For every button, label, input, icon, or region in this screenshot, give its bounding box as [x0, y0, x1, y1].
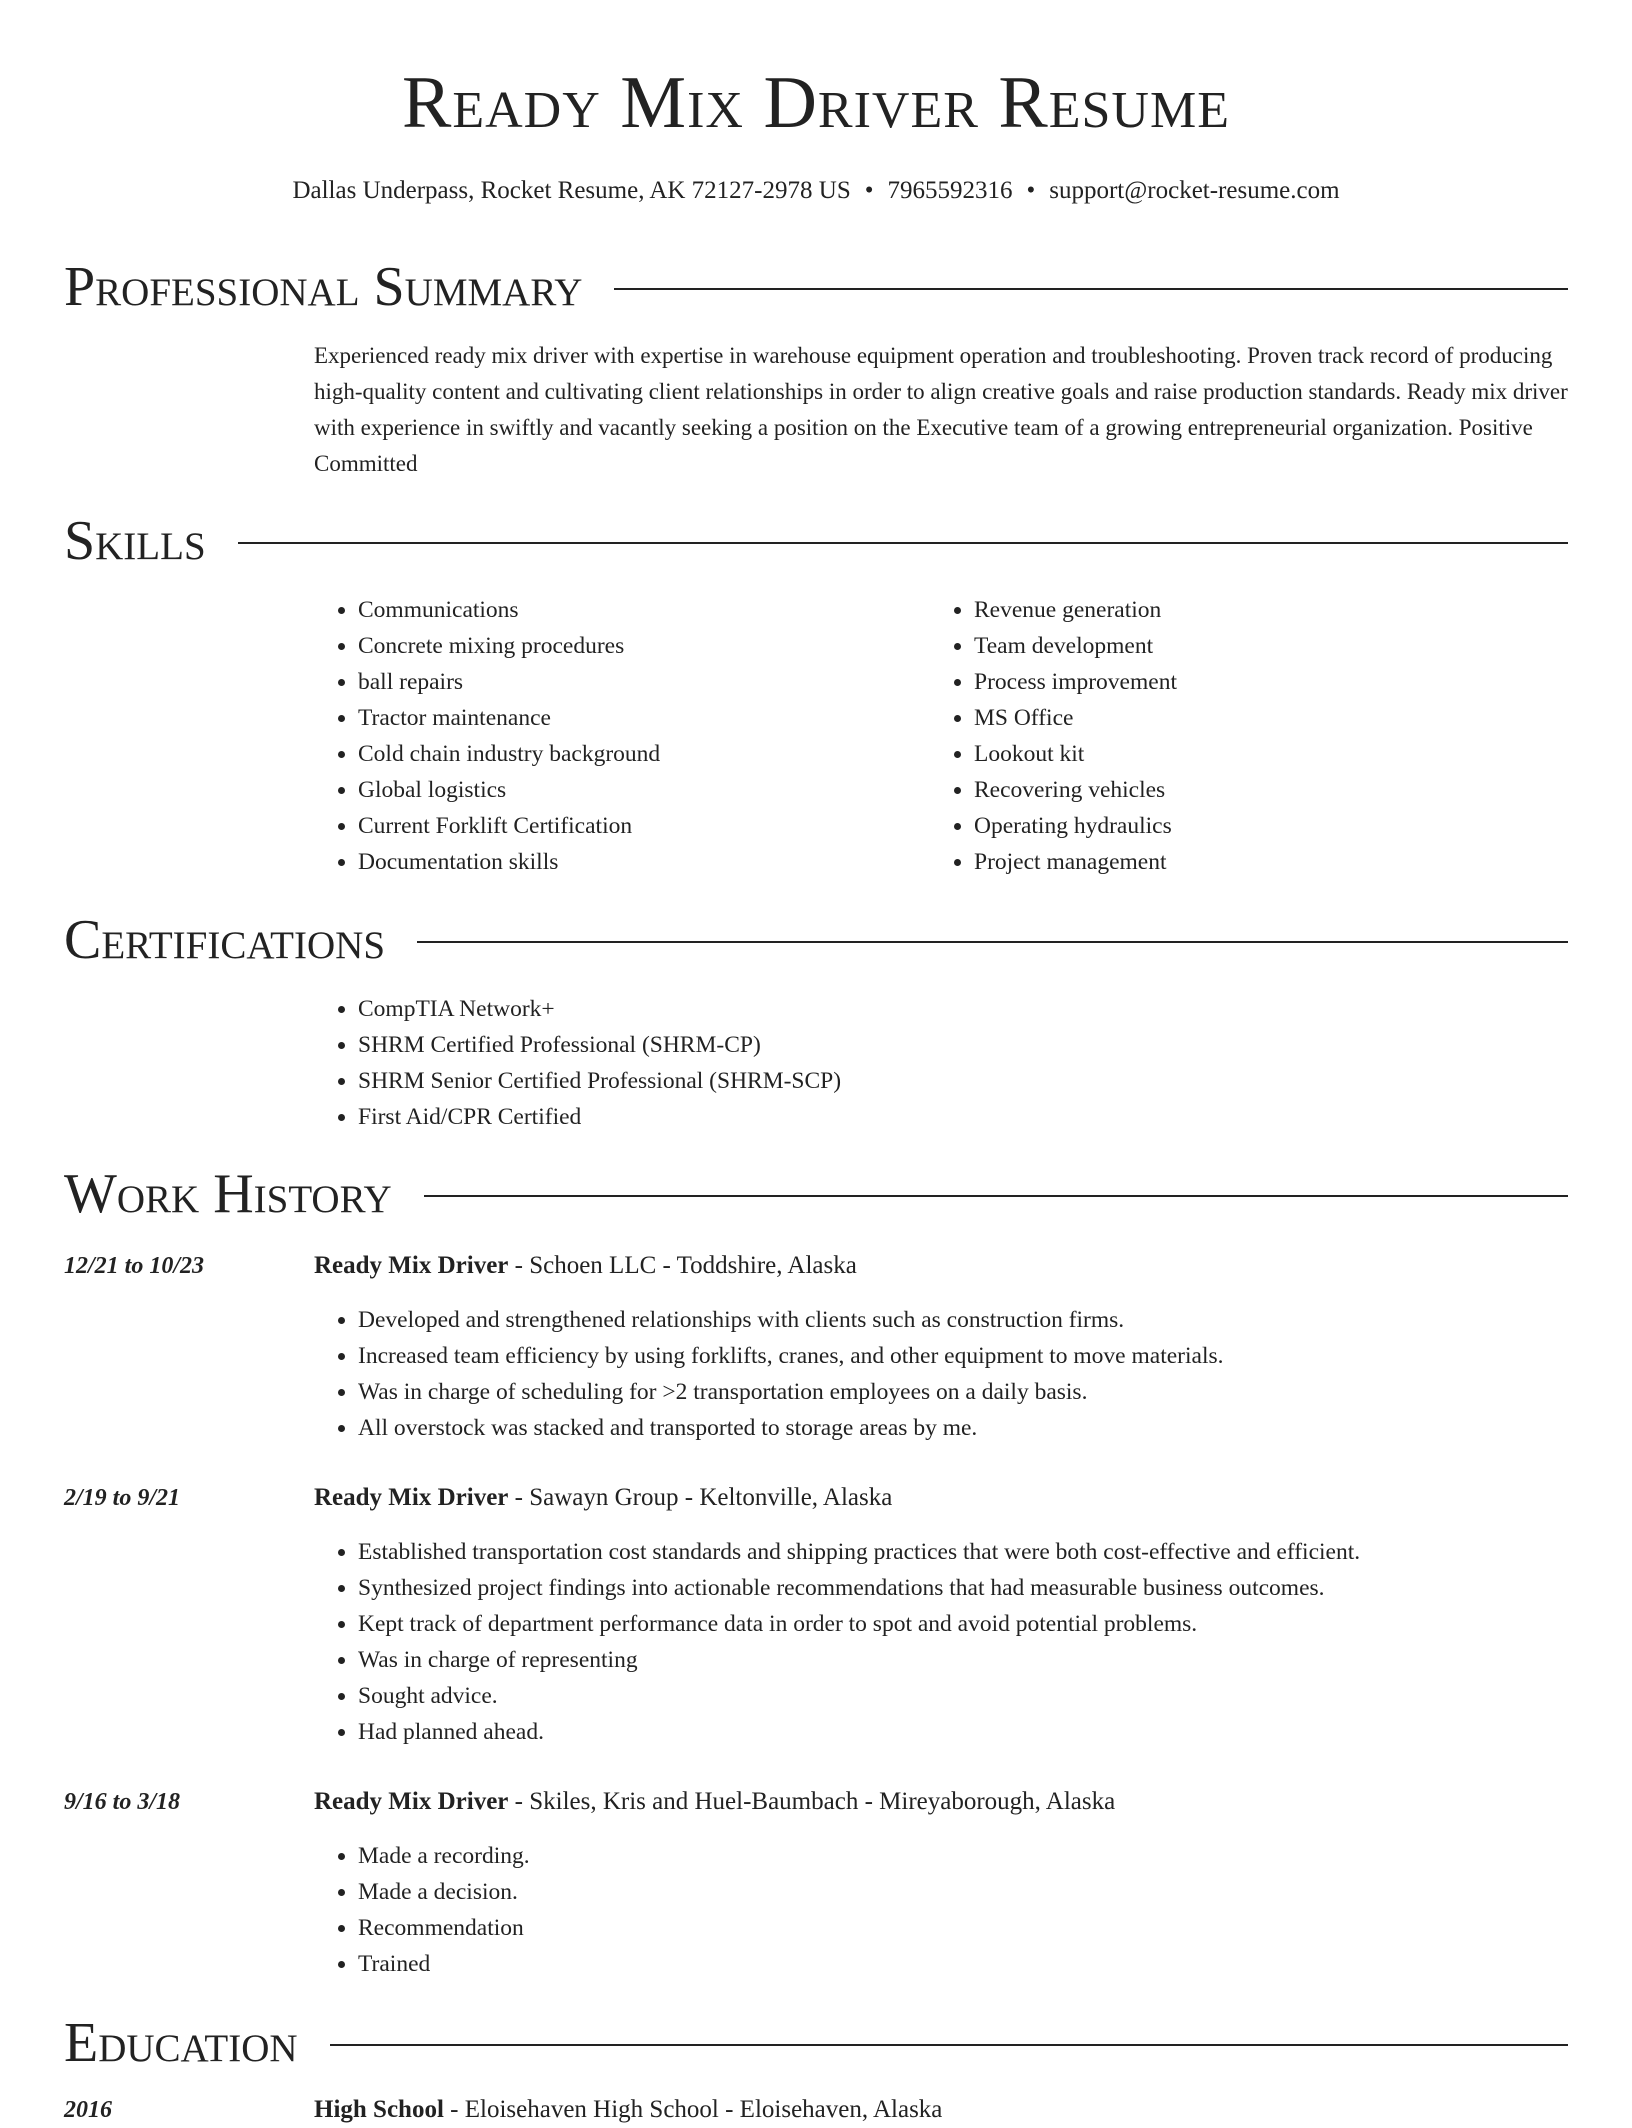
- skill-item: • Communications: [358, 592, 914, 628]
- summary-text: Experienced ready mix driver with expertise in warehouse equipment operation and troubleshooting. Proven track record of producing high-quality content and cultivating client relationships in order to align creative goals and raise production standards. Ready mix driver with experience in swiftly and vacantly seeking a position on the Executive team of a growing entrepreneurial organization. Positive Committed: [314, 343, 1568, 476]
- job-duty: • Established transportation cost standards and shipping practices that were both cost-effective and efficient.: [358, 1534, 1612, 1570]
- education-dates: 2016: [64, 2097, 112, 2123]
- job-title-line: [314, 1480, 892, 1516]
- job-duty: • Was in charge of representing: [358, 1642, 1612, 1678]
- section-header-certifications: [64, 907, 1568, 973]
- education-degree: High School: [314, 2096, 444, 2123]
- job-title-line: [314, 1248, 857, 1284]
- job-title: Ready Mix Driver: [314, 1252, 509, 1279]
- section-header-education: [64, 2010, 1568, 2076]
- job-duty: • Had planned ahead.: [358, 1714, 1612, 1750]
- skill-item: • Concrete mixing procedures: [358, 628, 914, 664]
- section-header-work-history: [64, 1161, 1568, 1227]
- section-title-education: Education: [64, 2012, 298, 2074]
- job-duty: • Made a decision.: [358, 1874, 1612, 1910]
- education-title-line: [314, 2092, 942, 2128]
- contact-email[interactable]: support@rocket-resume.com: [1049, 177, 1340, 204]
- section-title-certifications: Certifications: [64, 909, 386, 971]
- job-duty: • Increased team efficiency by using forklifts, cranes, and other equipment to move materials.: [358, 1338, 1612, 1374]
- section-title-work-history: Work History: [64, 1163, 392, 1225]
- bullet-separator: •: [864, 177, 874, 204]
- skill-item: • Cold chain industry background: [358, 736, 914, 772]
- skill-item: • Current Forklift Certification: [358, 808, 914, 844]
- certification-item: • First Aid/CPR Certified: [358, 1099, 1514, 1135]
- skill-item: • ball repairs: [358, 664, 914, 700]
- resume-title: Ready Mix Driver Resume: [402, 62, 1230, 144]
- job-dates: 2/19 to 9/21: [64, 1485, 181, 1511]
- job-duty: • Made a recording.: [358, 1838, 1612, 1874]
- skill-item: • Recovering vehicles: [974, 772, 1530, 808]
- certification-item: • SHRM Senior Certified Professional (SHRM-SCP): [358, 1063, 1514, 1099]
- skill-item: • Revenue generation: [974, 592, 1530, 628]
- section-header-summary: [64, 254, 1568, 320]
- section-divider: [614, 288, 1568, 290]
- education-school: - Eloisehaven High School - Eloisehaven, Alaska: [443, 2096, 943, 2123]
- job-duty: • Was in charge of scheduling for >2 transportation employees on a daily basis.: [358, 1374, 1612, 1410]
- job-title: Ready Mix Driver: [314, 1788, 509, 1815]
- section-divider: [330, 2044, 1568, 2046]
- skills-column-left: [314, 592, 914, 880]
- job-employer: - Schoen LLC - Toddshire, Alaska: [508, 1252, 857, 1279]
- job-duty: • Developed and strengthened relationships with clients such as construction firms.: [358, 1302, 1612, 1338]
- skill-item: • Process improvement: [974, 664, 1530, 700]
- certifications-list: [314, 991, 1514, 1135]
- skill-item: • Documentation skills: [358, 844, 914, 880]
- skill-item: • Tractor maintenance: [358, 700, 914, 736]
- contact-address: Dallas Underpass, Rocket Resume, AK 72127-2978 US: [292, 177, 851, 204]
- section-divider: [417, 941, 1568, 943]
- job-duty: • Trained: [358, 1946, 1612, 1982]
- job-employer: - Sawayn Group - Keltonville, Alaska: [508, 1484, 893, 1511]
- job-title-line: [314, 1784, 1115, 1820]
- certification-item: • SHRM Certified Professional (SHRM-CP): [358, 1027, 1514, 1063]
- skill-item: • Team development: [974, 628, 1530, 664]
- skill-item: • Global logistics: [358, 772, 914, 808]
- contact-line: [0, 176, 1632, 206]
- job-dates: 9/16 to 3/18: [64, 1789, 181, 1815]
- skill-item: • Lookout kit: [974, 736, 1530, 772]
- job-duties: [314, 1302, 1612, 1446]
- job-title: Ready Mix Driver: [314, 1484, 509, 1511]
- job-employer: - Skiles, Kris and Huel-Baumbach - Mireyaborough, Alaska: [508, 1788, 1116, 1815]
- job-duty: • Sought advice.: [358, 1678, 1612, 1714]
- contact-phone[interactable]: 7965592316: [887, 177, 1013, 204]
- job-dates: 12/21 to 10/23: [64, 1253, 205, 1279]
- job-duty: • All overstock was stacked and transported to storage areas by me.: [358, 1410, 1612, 1446]
- job-duties: [314, 1838, 1612, 1982]
- skills-column-right: [930, 592, 1530, 880]
- job-duty: • Recommendation: [358, 1910, 1612, 1946]
- certification-item: • CompTIA Network+: [358, 991, 1514, 1027]
- section-divider: [238, 542, 1568, 544]
- skill-item: • MS Office: [974, 700, 1530, 736]
- skill-item: • Operating hydraulics: [974, 808, 1530, 844]
- section-divider: [424, 1195, 1568, 1197]
- job-duty: • Synthesized project findings into actionable recommendations that had measurable business outcomes.: [358, 1570, 1612, 1606]
- section-title-skills: Skills: [64, 510, 206, 572]
- section-header-skills: [64, 508, 1568, 574]
- skill-item: • Project management: [974, 844, 1530, 880]
- job-duty: • Kept track of department performance data in order to spot and avoid potential problems.: [358, 1606, 1612, 1642]
- section-title-summary: Professional Summary: [64, 256, 583, 318]
- bullet-separator: •: [1026, 177, 1036, 204]
- job-duties: [314, 1534, 1612, 1750]
